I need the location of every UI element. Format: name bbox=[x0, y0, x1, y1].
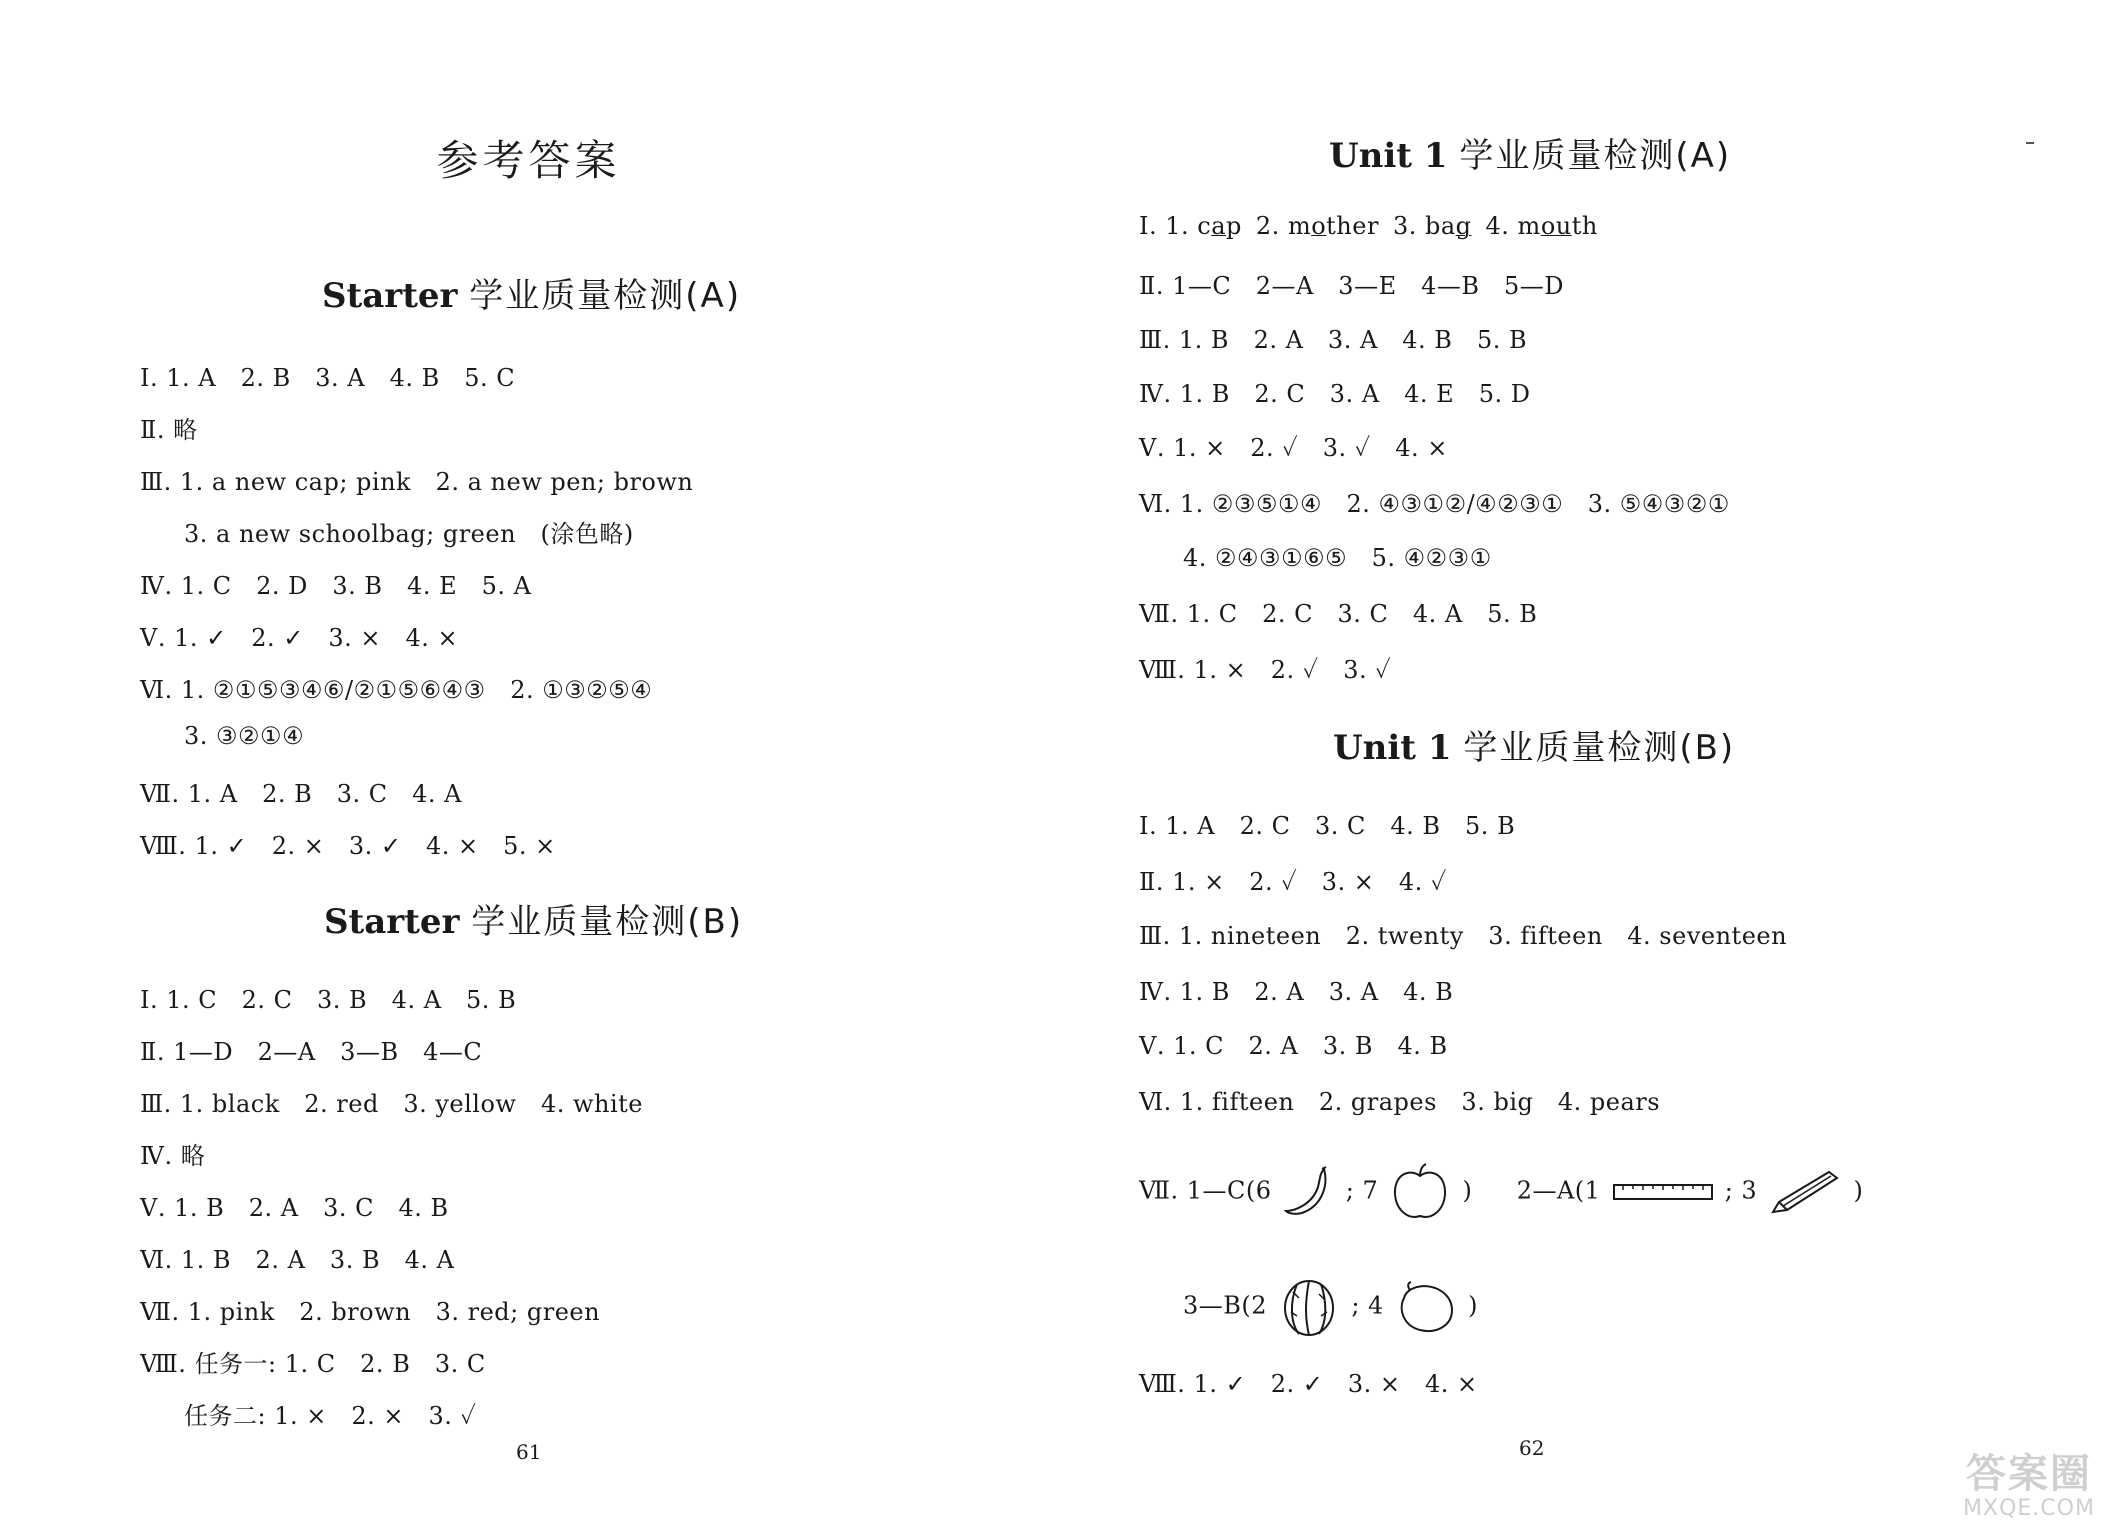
answer-line: Ⅷ. 1. × 2. ✓ 3. ✓ bbox=[1139, 656, 1392, 684]
answer-line: Ⅰ. 1. C 2. C 3. B 4. A 5. B bbox=[140, 986, 517, 1014]
marked-letters: g bbox=[1455, 212, 1472, 240]
watermark-text: 答案圈 bbox=[1966, 1451, 2092, 1497]
lemon-icon bbox=[1396, 1280, 1456, 1334]
section-title-unit1-a bbox=[1329, 128, 1731, 177]
section-title-starter-b bbox=[324, 894, 743, 943]
answer-line: Ⅲ. 1. B 2. A 3. A 4. B 5. B bbox=[1139, 326, 1528, 354]
answer-line: Ⅱ. 1—C 2—A 3—E 4—B 5—D bbox=[1139, 272, 1565, 300]
answer-line: Ⅱ. 1. × 2. ✓ 3. × 4. ✓ bbox=[1139, 868, 1447, 896]
section-title-cn: 学业质量检测(B) bbox=[471, 902, 744, 942]
section-title-unit1-b bbox=[1333, 720, 1735, 769]
right-page bbox=[1057, 0, 2114, 1536]
answer-line: Ⅶ. 1. pink 2. brown 3. red; green bbox=[140, 1298, 601, 1326]
answer-line: Ⅲ. 1. black 2. red 3. yellow 4. white bbox=[140, 1090, 644, 1118]
answer-line-pictures-1: Ⅶ. 1—C(6 ; 7 ) 2—A(1 ; 3 ) bbox=[1139, 1162, 1863, 1222]
watermark-url: MXQE.COM bbox=[1963, 1496, 2095, 1521]
answer-line: Ⅷ. 任务一: 1. C 2. B 3. C bbox=[140, 1350, 486, 1378]
answer-line: 任务二: 1. × 2. × 3. ✓ bbox=[184, 1402, 477, 1430]
answer-line: 3. a new schoolbag; green (涂色略) bbox=[184, 520, 634, 548]
answer-line: Ⅰ. 1. A 2. C 3. C 4. B 5. B bbox=[1139, 812, 1516, 840]
answer-line: 3. ③②①④ bbox=[184, 722, 305, 750]
scan-mark bbox=[2026, 142, 2034, 144]
answer-line: Ⅱ. 1—D 2—A 3—B 4—C bbox=[140, 1038, 483, 1066]
answer-line: 4. ②④③①⑥⑤ 5. ④②③① bbox=[1183, 544, 1492, 572]
answer-line: Ⅳ. 1. C 2. D 3. B 4. E 5. A bbox=[140, 572, 532, 600]
section-title-starter-a bbox=[322, 268, 741, 317]
watermelon-icon bbox=[1279, 1276, 1339, 1338]
answer-line: Ⅲ. 1. nineteen 2. twenty 3. fifteen 4. seventeen bbox=[1139, 922, 1788, 950]
answer-line: Ⅰ. 1. A 2. B 3. A 4. B 5. C bbox=[140, 364, 516, 392]
answer-line: Ⅲ. 1. a new cap; pink 2. a new pen; brown bbox=[140, 468, 694, 496]
section-title-en: Starter bbox=[322, 276, 458, 316]
answer-line: Ⅵ. 1. ②③⑤①④ 2. ④③①②/④②③① 3. ⑤④③②① bbox=[1139, 490, 1730, 518]
marked-letters: a bbox=[1211, 212, 1227, 240]
page-number: 62 bbox=[1519, 1436, 1545, 1460]
section-title-cn: 学业质量检测(B) bbox=[1463, 728, 1736, 768]
page-title: 参考答案 bbox=[436, 136, 621, 185]
marked-letters: o bbox=[1311, 212, 1327, 240]
site-watermark bbox=[1954, 1452, 2104, 1532]
section-title-cn: 学业质量检测(A) bbox=[1459, 136, 1732, 176]
answer-line: Ⅵ. 1. fifteen 2. grapes 3. big 4. pears bbox=[1139, 1088, 1661, 1116]
answer-line: Ⅴ. 1. B 2. A 3. C 4. B bbox=[140, 1194, 449, 1222]
banana-icon bbox=[1284, 1165, 1334, 1219]
marked-letters: ou bbox=[1540, 212, 1572, 240]
section-title-en: Starter bbox=[324, 902, 460, 942]
pencil-icon bbox=[1769, 1168, 1841, 1216]
answer-line-pictures-2: 3—B(2 ; 4 ) bbox=[1183, 1276, 1478, 1338]
answer-line: Ⅶ. 1. A 2. B 3. C 4. A bbox=[140, 780, 463, 808]
answer-line: Ⅴ. 1. × 2. ✓ 3. ✓ 4. × bbox=[1139, 434, 1448, 462]
answer-line: Ⅷ. 1. ✓ 2. ✓ 3. × 4. × bbox=[1139, 1370, 1478, 1398]
answer-line: Ⅳ. 1. B 2. C 3. A 4. E 5. D bbox=[1139, 380, 1531, 408]
answer-line-phonics: Ⅰ. 1. cap 2. mother 3. bag 4. mouth bbox=[1139, 212, 1598, 240]
answer-line: Ⅳ. 1. B 2. A 3. A 4. B bbox=[1139, 978, 1454, 1006]
answer-line: Ⅷ. 1. ✓ 2. × 3. ✓ 4. × 5. × bbox=[140, 832, 556, 860]
section-title-en: Unit 1 bbox=[1329, 136, 1448, 176]
answer-line: Ⅳ. 略 bbox=[140, 1142, 206, 1170]
answer-line: Ⅱ. 略 bbox=[140, 416, 198, 444]
page-number: 61 bbox=[516, 1440, 542, 1464]
apple-icon bbox=[1390, 1162, 1450, 1222]
answer-line: Ⅴ. 1. C 2. A 3. B 4. B bbox=[1139, 1032, 1448, 1060]
ruler-icon bbox=[1613, 1181, 1713, 1203]
answer-line: Ⅵ. 1. ②①⑤③④⑥/②①⑤⑥④③ 2. ①③②⑤④ bbox=[140, 676, 653, 704]
section-title-en: Unit 1 bbox=[1333, 728, 1452, 768]
answer-line: Ⅵ. 1. B 2. A 3. B 4. A bbox=[140, 1246, 455, 1274]
answer-line: Ⅴ. 1. ✓ 2. ✓ 3. × 4. × bbox=[140, 624, 459, 652]
section-title-cn: 学业质量检测(A) bbox=[469, 276, 742, 316]
answer-line: Ⅶ. 1. C 2. C 3. C 4. A 5. B bbox=[1139, 600, 1538, 628]
